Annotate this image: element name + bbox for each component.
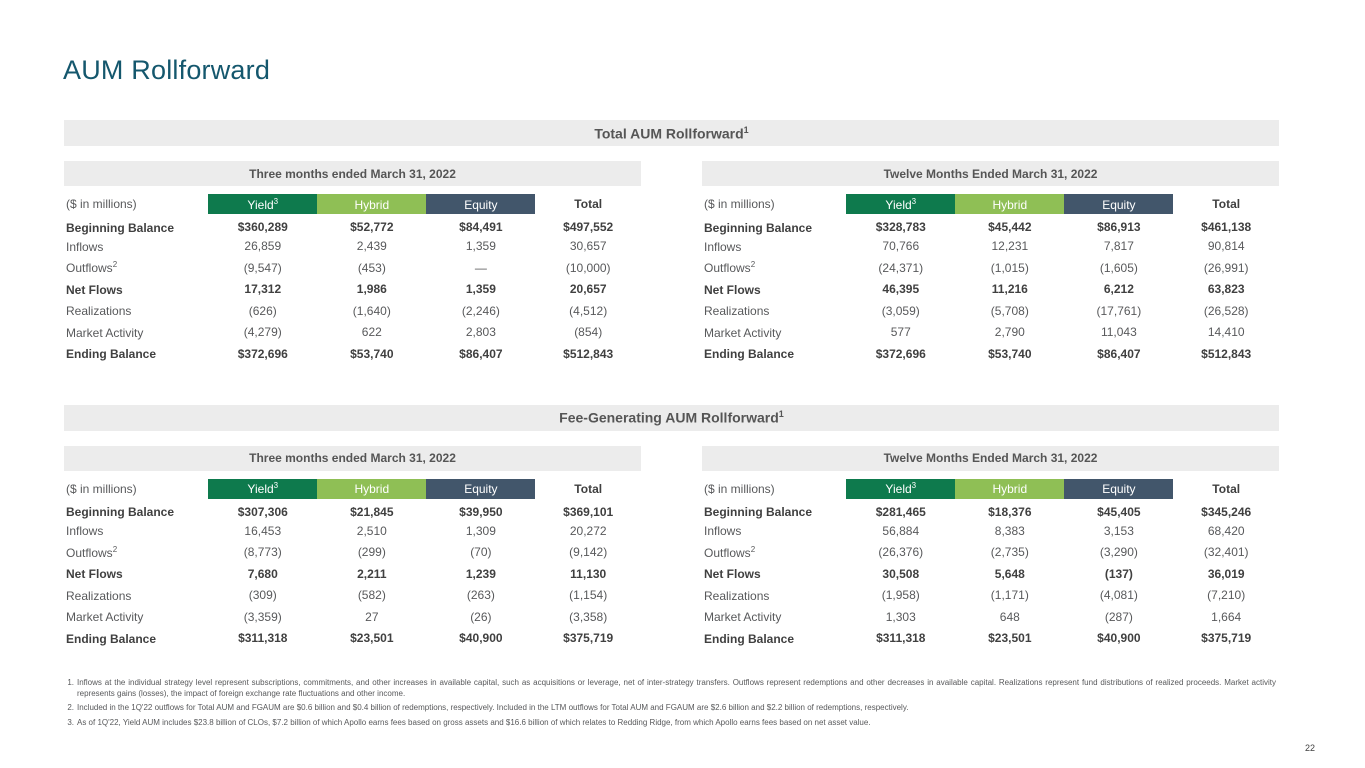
column-header-equity <box>1064 194 1173 214</box>
cell-value: 27 <box>365 609 379 624</box>
column-header-yield <box>208 194 317 214</box>
row-footnote-ref: 2 <box>112 544 118 554</box>
table-row <box>64 628 641 650</box>
row-label-text: Realizations <box>704 588 770 603</box>
cell-value: 5,648 <box>994 566 1025 581</box>
cell-value: 1,986 <box>356 282 387 297</box>
cell-value: 622 <box>361 325 382 340</box>
unit-label: ($ in millions) <box>66 197 137 211</box>
row-label-text: Beginning Balance <box>66 505 175 520</box>
column-header-row <box>702 194 1279 214</box>
cell-value: (854) <box>574 325 603 340</box>
cell-value: $18,376 <box>988 504 1032 519</box>
cell-value: 2,510 <box>356 523 387 538</box>
table-row <box>702 343 1279 365</box>
cell-value: $328,783 <box>875 220 926 235</box>
cell-value: $39,950 <box>459 504 503 519</box>
cell-value: (3,059) <box>881 303 920 318</box>
tables-row <box>64 161 1279 365</box>
row-label-text: Inflows <box>704 239 742 254</box>
aum-table <box>702 479 1279 650</box>
section-title: Fee-Generating AUM Rollforward$^1$ <box>559 409 784 426</box>
row-label-text: Market Activity <box>704 325 782 340</box>
column-header-equity <box>426 194 535 214</box>
page-number: 22 <box>1304 743 1315 753</box>
cell-value: (17,761) <box>1096 303 1142 318</box>
period-header: Three months ended March 31, 2022 <box>64 446 641 471</box>
column-label: Hybrid <box>992 482 1028 496</box>
table-row <box>702 542 1279 564</box>
cell-value: 26,859 <box>244 239 282 254</box>
table-row <box>702 236 1279 258</box>
row-label <box>64 520 208 542</box>
cell-value: (287) <box>1104 609 1133 624</box>
table-row <box>64 585 641 607</box>
cell-value: $45,442 <box>988 220 1032 235</box>
row-label-text: Net Flows <box>704 567 761 582</box>
table-row <box>64 236 641 258</box>
table-row <box>702 300 1279 322</box>
cell-value: (3,358) <box>569 609 608 624</box>
cell-value: (9,142) <box>569 545 608 560</box>
column-label: Yield <box>885 482 912 496</box>
cell-value: $497,552 <box>563 220 614 235</box>
column-label: Equity <box>1102 482 1136 496</box>
cell-value: $86,913 <box>1097 220 1141 235</box>
table-group <box>64 161 641 365</box>
cell-value: 1,359 <box>465 282 496 297</box>
cell-value: (4,279) <box>243 325 282 340</box>
cell-value: (26,991) <box>1203 260 1249 275</box>
cell-value: $84,491 <box>459 220 503 235</box>
row-label-text: Market Activity <box>66 610 144 625</box>
cell-value: $512,843 <box>563 346 614 361</box>
cell-value: 11,216 <box>991 282 1028 297</box>
cell-value: (4,081) <box>1099 588 1138 603</box>
row-label-text: Outflows <box>66 545 113 560</box>
row-label <box>64 542 208 564</box>
cell-value: 1,303 <box>885 609 916 624</box>
cell-value: (26,528) <box>1203 303 1249 318</box>
cell-value: $360,289 <box>237 220 288 235</box>
cell-value: 7,817 <box>1103 239 1134 254</box>
row-label <box>702 499 846 521</box>
table-row <box>702 563 1279 585</box>
cell-value: 90,814 <box>1207 239 1245 254</box>
row-label <box>702 300 846 322</box>
row-label <box>64 279 208 301</box>
cell-value: $372,696 <box>875 346 926 361</box>
cell-value: 1,309 <box>465 523 496 538</box>
row-label <box>64 499 208 521</box>
cell-value: 46,395 <box>882 282 920 297</box>
row-label <box>702 606 846 628</box>
row-label <box>64 322 208 344</box>
cell-value: (32,401) <box>1203 545 1249 560</box>
row-label <box>702 563 846 585</box>
footnote-number: 2. <box>67 703 74 712</box>
table-row <box>702 214 1279 236</box>
cell-value: $40,900 <box>459 631 503 646</box>
row-label <box>702 542 846 564</box>
cell-value: 577 <box>890 325 911 340</box>
cell-value: (26) <box>470 609 492 624</box>
table-row <box>64 606 641 628</box>
row-label <box>702 214 846 236</box>
cell-value: 16,453 <box>244 523 282 538</box>
row-footnote-ref: 2 <box>750 260 756 270</box>
row-footnote-ref: 2 <box>112 260 118 270</box>
row-label-text: Inflows <box>66 239 104 254</box>
cell-value: 11,130 <box>570 566 607 581</box>
table-row <box>702 322 1279 344</box>
cell-value: 12,231 <box>991 239 1029 254</box>
cell-value: (3,359) <box>243 609 282 624</box>
row-label <box>64 257 208 279</box>
row-label <box>702 322 846 344</box>
row-label-text: Outflows <box>704 261 751 276</box>
column-footnote-ref: 3 <box>273 196 279 206</box>
column-header-row <box>64 479 641 499</box>
cell-value: 70,766 <box>882 239 920 254</box>
cell-value: 6,212 <box>1103 282 1134 297</box>
cell-value: $21,845 <box>350 504 394 519</box>
table-row <box>702 279 1279 301</box>
row-label-text: Ending Balance <box>704 347 795 362</box>
column-header-yield <box>846 194 955 214</box>
cell-value: (24,371) <box>878 260 924 275</box>
column-header-total: Total <box>1212 481 1241 496</box>
row-label-text: Inflows <box>704 524 742 539</box>
cell-value: (1,015) <box>990 260 1029 275</box>
footnote <box>64 703 1276 714</box>
table-row <box>64 257 641 279</box>
column-header-hybrid <box>955 194 1064 214</box>
table-row <box>702 628 1279 650</box>
cell-value: $461,138 <box>1201 220 1252 235</box>
row-label-text: Ending Balance <box>704 631 795 646</box>
row-label <box>64 585 208 607</box>
row-label <box>702 236 846 258</box>
aum-table <box>64 479 641 650</box>
column-label: Hybrid <box>354 197 390 212</box>
cell-value: (582) <box>357 588 386 603</box>
unit-label: ($ in millions) <box>704 481 775 496</box>
row-label-text: Market Activity <box>66 325 144 340</box>
table-row <box>64 214 641 236</box>
table-group <box>702 446 1279 650</box>
row-label-text: Net Flows <box>66 282 123 297</box>
cell-value: $23,501 <box>988 631 1032 646</box>
table-row <box>702 520 1279 542</box>
row-label-text: Ending Balance <box>66 347 157 362</box>
footnote-number: 3. <box>67 717 74 727</box>
table-row <box>702 606 1279 628</box>
column-footnote-ref: 3 <box>911 196 917 206</box>
cell-value: $372,696 <box>237 346 288 361</box>
row-label-text: Beginning Balance <box>704 505 813 520</box>
cell-value: (1,605) <box>1099 260 1138 275</box>
cell-value: (137) <box>1104 566 1133 581</box>
row-footnote-ref: 2 <box>750 544 756 554</box>
section <box>64 120 1279 365</box>
page-title: AUM Rollforward <box>63 55 271 85</box>
row-label <box>64 214 208 236</box>
cell-value: 7,680 <box>247 566 278 581</box>
cell-value: 20,272 <box>569 523 607 538</box>
column-footnote-ref: 3 <box>911 481 917 490</box>
cell-value: 2,803 <box>465 325 496 340</box>
period-header: Three months ended March 31, 2022 <box>64 161 641 186</box>
footnote <box>64 678 1276 699</box>
cell-value: 2,790 <box>994 325 1025 340</box>
cell-value: $52,772 <box>350 220 394 235</box>
section <box>64 405 1279 650</box>
cell-value: (7,210) <box>1207 588 1246 603</box>
cell-value: (70) <box>470 545 492 560</box>
table-row <box>702 585 1279 607</box>
row-label <box>64 343 208 365</box>
cell-value: $311,318 <box>876 631 926 646</box>
column-label: Hybrid <box>992 197 1028 212</box>
table-row <box>64 322 641 344</box>
cell-value: 1,664 <box>1211 609 1242 624</box>
column-footnote-ref: 3 <box>273 481 279 490</box>
cell-value: $53,740 <box>350 346 394 361</box>
cell-value: (1,640) <box>352 303 391 318</box>
section-header-bar <box>64 120 1279 146</box>
aum-table <box>702 194 1279 365</box>
cell-value: 36,019 <box>1207 566 1245 581</box>
row-label <box>64 300 208 322</box>
row-label <box>64 236 208 258</box>
cell-value: 56,884 <box>882 523 920 538</box>
column-label: Equity <box>1102 197 1136 212</box>
column-header-total: Total <box>574 481 603 496</box>
row-label-text: Beginning Balance <box>66 220 175 235</box>
cell-value: 2,211 <box>357 566 387 581</box>
sections-container <box>64 120 1279 689</box>
table-row <box>64 279 641 301</box>
cell-value: 8,383 <box>994 523 1025 538</box>
table-row <box>64 300 641 322</box>
table-row <box>64 499 641 521</box>
column-header-total: Total <box>1212 197 1241 211</box>
section-header-bar <box>64 405 1279 431</box>
cell-value: 20,657 <box>569 282 607 297</box>
cell-value: 14,410 <box>1207 325 1245 340</box>
cell-value: 2,439 <box>356 239 387 254</box>
column-header-hybrid <box>317 194 426 214</box>
cell-value: $53,740 <box>988 346 1032 361</box>
cell-value: (9,547) <box>243 260 282 275</box>
row-label-text: Beginning Balance <box>704 220 813 235</box>
table-group <box>64 446 641 650</box>
cell-value: (26,376) <box>878 545 924 560</box>
row-label-text: Realizations <box>66 304 132 319</box>
row-label <box>64 628 208 650</box>
cell-value: 1,359 <box>465 239 496 254</box>
column-header-yield <box>846 479 955 499</box>
row-label-text: Realizations <box>66 588 132 603</box>
column-label: Hybrid <box>354 482 390 496</box>
row-label-text: Realizations <box>704 304 770 319</box>
footnote-number: 1. <box>67 678 74 687</box>
cell-value: (1,958) <box>881 588 920 603</box>
column-header-equity <box>426 479 535 499</box>
cell-value: 68,420 <box>1207 523 1245 538</box>
cell-value: 63,823 <box>1207 282 1245 297</box>
cell-value: (1,171) <box>990 588 1029 603</box>
footnote-text: Inflows at the individual strategy level represent subscriptions, commitments, and other increases in available capital, such as acquisitions or leverage, net of inter-strategy transfers. Outflows represent redemptions and other decreases in available capital. Realizations represent fund distributions of realized proceeds. Market activity represents gains (losses), the impact of foreign exchange rate fluctuations and other income. <box>77 678 1276 698</box>
cell-value: 1,239 <box>465 566 496 581</box>
row-label <box>702 343 846 365</box>
cell-value: (309) <box>248 588 277 603</box>
cell-value: (2,735) <box>990 545 1029 560</box>
cell-value: 30,508 <box>882 566 920 581</box>
column-label: Yield <box>247 197 274 212</box>
cell-value: 648 <box>999 609 1020 624</box>
table-row <box>64 542 641 564</box>
footnote-text: As of 1Q'22, Yield AUM includes $23.8 billion of CLOs, $7.2 billion of which Apollo earns fees based on gross assets and $16.6 billion of which relates to Redding Ridge, from which Apollo earns fees based on net asset value. <box>77 717 871 727</box>
unit-label: ($ in millions) <box>66 481 137 496</box>
cell-value: 3,153 <box>1103 523 1134 538</box>
cell-value: 17,312 <box>244 282 282 297</box>
footnote <box>64 718 1276 729</box>
aum-table <box>64 194 641 365</box>
cell-value: (2,246) <box>461 303 500 318</box>
cell-value: (1,154) <box>569 588 608 603</box>
cell-value: $307,306 <box>237 504 288 519</box>
cell-value: $375,719 <box>1201 631 1252 646</box>
cell-value: $40,900 <box>1097 631 1141 646</box>
cell-value: $311,318 <box>238 631 288 646</box>
row-label <box>702 520 846 542</box>
cell-value: (4,512) <box>569 303 608 318</box>
row-label-text: Market Activity <box>704 610 782 625</box>
table-row <box>702 499 1279 521</box>
unit-label: ($ in millions) <box>704 197 775 211</box>
column-header-row <box>64 194 641 214</box>
row-label <box>64 563 208 585</box>
cell-value: $512,843 <box>1201 346 1252 361</box>
section-title: Total AUM Rollforward$^1$ <box>594 124 749 142</box>
table-group <box>702 161 1279 365</box>
cell-value: (8,773) <box>243 545 282 560</box>
table-row <box>64 563 641 585</box>
cell-value: $375,719 <box>563 631 614 646</box>
cell-value: (10,000) <box>565 260 611 275</box>
cell-value: — <box>474 260 487 275</box>
tables-row <box>64 446 1279 650</box>
column-header-hybrid <box>317 479 426 499</box>
row-label <box>702 257 846 279</box>
column-header-hybrid <box>955 479 1064 499</box>
column-label: Equity <box>464 197 498 212</box>
cell-value: $86,407 <box>1097 346 1141 361</box>
cell-value: $281,465 <box>875 504 926 519</box>
cell-value: $45,405 <box>1097 504 1141 519</box>
column-header-total: Total <box>574 197 603 211</box>
column-label: Equity <box>464 482 498 496</box>
period-header: Twelve Months Ended March 31, 2022 <box>702 446 1279 471</box>
table-row <box>64 343 641 365</box>
cell-value: $345,246 <box>1201 504 1252 519</box>
cell-value: $86,407 <box>459 346 503 361</box>
cell-value: (3,290) <box>1099 545 1138 560</box>
cell-value: (299) <box>357 545 386 560</box>
table-row <box>64 520 641 542</box>
row-label <box>702 628 846 650</box>
row-label <box>702 585 846 607</box>
cell-value: (626) <box>248 303 277 318</box>
column-header-yield <box>208 479 317 499</box>
column-header-row <box>702 479 1279 499</box>
row-label-text: Inflows <box>66 524 104 539</box>
row-label-text: Net Flows <box>704 282 761 297</box>
row-label <box>702 279 846 301</box>
footnotes <box>64 678 1276 732</box>
cell-value: (5,708) <box>990 303 1029 318</box>
row-label-text: Outflows <box>704 545 751 560</box>
row-label-text: Outflows <box>66 261 113 276</box>
cell-value: 30,657 <box>569 239 607 254</box>
row-label-text: Ending Balance <box>66 631 157 646</box>
cell-value: 11,043 <box>1100 325 1137 340</box>
table-row <box>702 257 1279 279</box>
column-label: Yield <box>885 197 912 212</box>
cell-value: (263) <box>466 588 495 603</box>
cell-value: (453) <box>357 260 386 275</box>
cell-value: $369,101 <box>563 504 614 519</box>
footnote-text: Included in the 1Q'22 outflows for Total AUM and FGAUM are $0.6 billion and $0.4 billion of redemptions, respectively. Included in the LTM outflows for Total AUM and FGAUM are $2.6 billion and $2.2 billion of redemptions, respectively. <box>77 703 909 712</box>
period-header: Twelve Months Ended March 31, 2022 <box>702 161 1279 186</box>
column-label: Yield <box>247 482 274 496</box>
row-label-text: Net Flows <box>66 567 123 582</box>
cell-value: $23,501 <box>350 631 394 646</box>
column-header-equity <box>1064 479 1173 499</box>
row-label <box>64 606 208 628</box>
